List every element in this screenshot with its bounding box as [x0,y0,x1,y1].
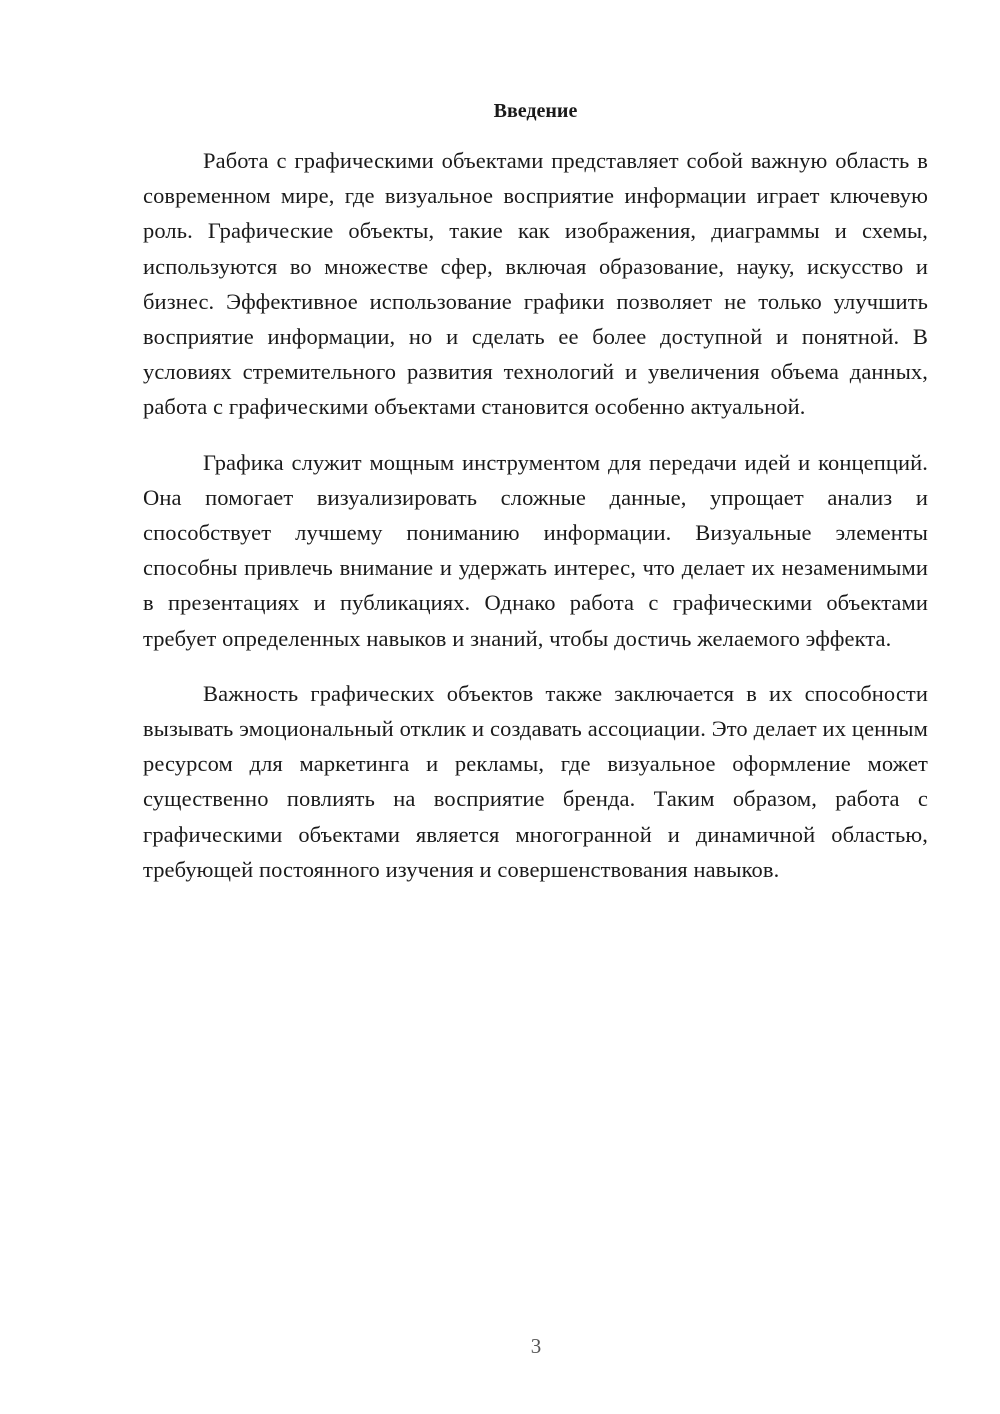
paragraph-2: Графика служит мощным инструментом для передачи идей и концепций. Она помогает визуализировать сложные данные, упрощает анализ и способствует лучшему пониманию информации. Визуальные элементы способны привлечь внимание и удержать интерес, что делает их незаменимыми в презентациях и публикациях. Однако работа с графическими объектами требует определенных навыков и знаний, чтобы достичь желаемого эффекта. [143,449,928,651]
paragraph-1: Работа с графическими объектами представляет собой важную область в современном мире, где визуальное восприятие информации играет ключевую роль. Графические объекты, такие как изображения, диаграммы и схемы, используются во множестве сфер, включая образование, науку, искусство и бизнес. Эффективное использование графики позволяет не только улучшить восприятие информации, но и сделать ее более доступной и понятной. В условиях стремительного развития технологий и увеличения объема данных, работа с графическими объектами становится особенно актуальной. [143,148,928,420]
body-text [143,143,928,907]
section-heading: Введение [493,100,578,122]
page-number: 3 [530,1334,542,1358]
paragraph-3: Важность графических объектов также заключается в их способности вызывать эмоциональный отклик и создавать ассоциации. Это делает их ценным ресурсом для маркетинга и рекламы, где визуальное оформление может существенно повлиять на восприятие бренда. Таким образом, работа с графическими объектами является многогранной и динамичной областью, требующей постоянного изучения и совершенствования навыков. [143,680,928,882]
